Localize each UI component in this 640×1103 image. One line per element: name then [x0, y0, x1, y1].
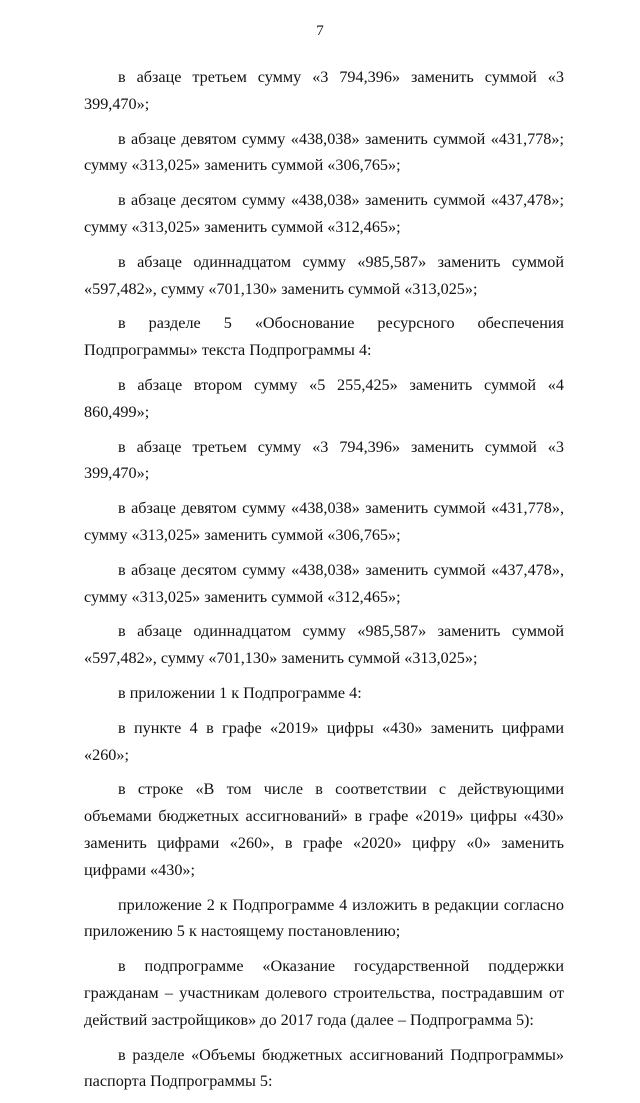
paragraph-13: в строке «В том числе в соответствии с действующими объемами бюджетных ассигнований» в графе «2019» цифры «430» заменить цифрами «260», в графе «2020» цифру «0» заменить цифрами «430»;: [84, 780, 564, 879]
paragraph-3: в абзаце десятом сумму «438,038» заменить суммой «437,478»; сумму «313,025» заменить суммой «312,465»;: [84, 191, 564, 236]
paragraph-1: в абзаце третьем сумму «3 794,396» заменить суммой «3 399,470»;: [84, 68, 564, 113]
paragraph-14: приложение 2 к Подпрограмме 4 изложить в редакции согласно приложению 5 к настоящему постановлению;: [84, 895, 564, 941]
paragraph-10: в абзаце одиннадцатом сумму «985,587» заменить суммой «597,482», сумму «701,130» заменить суммой «313,025»;: [84, 622, 564, 668]
paragraph-6: в абзаце втором сумму «5 255,425» заменить суммой «4 860,499»;: [84, 375, 564, 421]
document-body: [84, 64, 564, 1103]
paragraph-4: в абзаце одиннадцатом сумму «985,587» заменить суммой «597,482», сумму «701,130» заменить суммой «313,025»;: [84, 252, 564, 298]
paragraph-2: в абзаце девятом сумму «438,038» заменить суммой «431,778»; сумму «313,025» заменить суммой «306,765»;: [84, 129, 564, 175]
page-number: 7: [316, 23, 324, 39]
paragraph-9: в абзаце десятом сумму «438,038» заменить суммой «437,478», сумму «313,025» заменить суммой «312,465»;: [84, 560, 564, 606]
paragraph-11: в приложении 1 к Подпрограмме 4:: [118, 683, 362, 702]
paragraph-5: в разделе 5 «Обоснование ресурсного обеспечения Подпрограммы» текста Подпрограммы 4:: [84, 314, 564, 360]
paragraph-8: в абзаце девятом сумму «438,038» заменить суммой «431,778», сумму «313,025» заменить суммой «306,765»;: [84, 499, 564, 544]
paragraph-16: в разделе «Объемы бюджетных ассигнований Подпрограммы» паспорта Подпрограммы 5:: [84, 1045, 564, 1091]
paragraph-7: в абзаце третьем сумму «3 794,396» заменить суммой «3 399,470»;: [84, 437, 564, 483]
paragraph-12: в пункте 4 в графе «2019» цифры «430» заменить цифрами «260»;: [84, 718, 564, 764]
paragraph-15: в подпрограмме «Оказание государственной поддержки гражданам – участникам долевого строительства, пострадавшим от действий застройщиков» до 2017 года (далее – Подпрограмма 5):: [84, 957, 564, 1029]
